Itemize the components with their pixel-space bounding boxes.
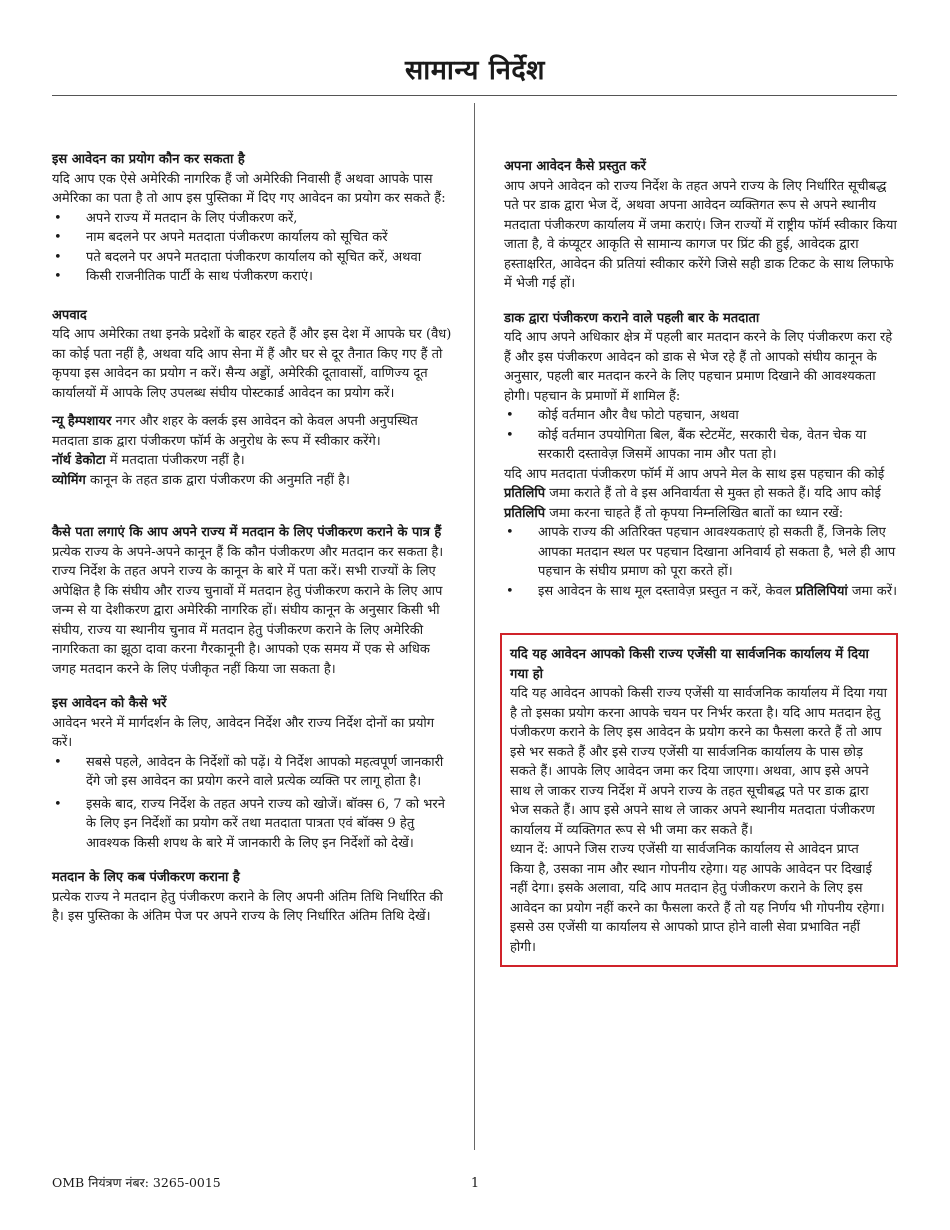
section-heading: अपवाद: [52, 307, 87, 323]
bullet-icon: •: [506, 427, 514, 443]
note-text: में मतदाता पंजीकरण नहीं है।: [105, 453, 245, 468]
section-text: यदि यह आवेदन आपको किसी राज्य एजेंसी या सार्वजनिक कार्यालय में दिया गया है तो इसका प्रयोग करना आपके चयन पर निर्भर करता है। यदि आप मतदान हेतु पंजीकरण कराने के लिए इस आवेदन के प्रयोग करने का फैसला करते हैं तो आप इसे भर सकते हैं और इसे राज्य एजेंसी या सार्वजनिक कार्यालय के पास छोड़ सकते हैं। आपके लिए आवेदन जमा कर दिया जाएगा। अथवा, आप इसे अपने साथ ले जाकर राज्य निर्देश में अपने राज्य के तहत सूचीबद्ध पते पर डाक द्वारा भेज सकते हैं। आप इसे अपने साथ ले जाकर अपने स्थानीय मतदाता पंजीकरण कार्यालय में व्यक्तिगत रूप से भी जमा कर सकते हैं।: [510, 686, 887, 838]
list-item: [52, 209, 452, 229]
wyoming-note: [52, 471, 452, 491]
bullet-icon: •: [506, 408, 514, 423]
list-item: [504, 406, 898, 426]
section-exceptions: [52, 306, 452, 491]
bullet-list: [504, 523, 898, 601]
new-hampshire-note: [52, 412, 452, 451]
list-item: [52, 228, 452, 248]
emphasis-text: प्रतिलिपि: [504, 486, 546, 501]
list-item-text: किसी राजनीतिक पार्टी के साथ पंजीकरण कराएं।: [86, 269, 313, 284]
bullet-icon: •: [54, 249, 62, 265]
emphasis-text: प्रतिलिपि: [504, 505, 546, 521]
omb-control-number: OMB नियंत्रण नंबर: 3265-0015: [52, 1175, 221, 1190]
section-text: प्रत्येक राज्य ने मतदान हेतु पंजीकरण कराने के लिए अपनी अंतिम तिथि निर्धारित की है। इस पुस्तिका के अंतिम पेज पर अपने राज्य के लिए निर्धारित अंतिम तिथि देखें।: [52, 889, 443, 924]
list-item-text: सबसे पहले, आवेदन के निर्देशों को पढ़ें। ये निर्देश आपको महत्वपूर्ण जानकारी देंगे जो इस आवेदन का प्रयोग करने वाले प्रत्येक व्यक्ति पर लागू होता है।: [86, 754, 444, 789]
bullet-list: [504, 406, 898, 465]
list-item-text: इसके बाद, राज्य निर्देश के तहत अपने राज्य को खोजें। बॉक्स 6, 7 को भरने के लिए इन निर्देशों का प्रयोग करें तथा मतदाता पात्रता एवं बॉक्स 9 हेतु आवश्यक किसी शपथ के बारे में जानकारी के लिए इन निर्देशों को देखें।: [86, 796, 445, 851]
list-item-text: कोई वर्तमान और वैध फोटो पहचान, अथवा: [538, 408, 739, 423]
section-heading: मतदान के लिए कब पंजीकरण कराना है: [52, 870, 240, 885]
section-text: यदि आप एक ऐसे अमेरिकी नागरिक हैं जो अमेरिकी निवासी हैं अथवा आपके पास अमेरिका का पता है तो आप इस पुस्तिका में दिए गए आवेदन का प्रयोग कर सकते हैं:: [52, 171, 446, 206]
emphasis-text: प्रतिलिपियां: [795, 583, 848, 599]
list-item-text: अपने राज्य में मतदान के लिए पंजीकरण करें,: [86, 210, 298, 226]
bullet-list: [52, 753, 452, 854]
list-item: [52, 267, 452, 287]
state-agency-notice-box: [500, 633, 898, 967]
state-name: न्यू हैम्पशायर: [52, 414, 112, 429]
title-divider: [52, 95, 897, 96]
section-who-can-use: [52, 150, 452, 287]
section-heading: डाक द्वारा पंजीकरण कराने वाले पहली बार के मतदाता: [504, 310, 760, 326]
section-text: प्रत्येक राज्य के अपने-अपने कानून हैं कि कौन पंजीकरण और मतदान कर सकता है। राज्य निर्देश के तहत अपने राज्य के कानून के बारे में पता करें। सभी राज्यों के लिए अपेक्षित है कि संघीय और राज्य चुनावों में मतदान हेतु पंजीकरण कराने के लिए आप जन्म से या देशीकरण द्वारा अमेरिकी नागरिक हों। संघीय कानून के अनुसार किसी भी संघीय, राज्य या स्थानीय चुनाव में मतदान हेतु पंजीकरण कराने के लिए अमेरिकी नागरिकता का झूठा दावा करना गैरकानूनी है। आपको एक समय में एक से अधिक जगह मतदान करने के लिए पंजीकृत नहीं किया जा सकता है।: [52, 544, 444, 677]
state-name: व्योमिंग: [52, 472, 86, 488]
list-item-text: इस आवेदन के साथ मूल दस्तावेज़ प्रस्तुत न करें, केवल: [538, 583, 796, 599]
section-when-to-register: [52, 868, 452, 927]
note-text: जमा करना चाहते हैं तो कृपया निम्नलिखित बातों का ध्यान रखें:: [545, 505, 844, 521]
section-text: आवेदन भरने में मार्गदर्शन के लिए, आवेदन निर्देश और राज्य निर्देश दोनों का प्रयोग करें।: [52, 715, 435, 750]
section-how-to-fill: [52, 694, 452, 853]
note-text: नगर और शहर के क्लर्क इस आवेदन को केवल अपनी अनुपस्थित मतदाता डाक द्वारा पंजीकरण फॉर्म के अनुरोध के रूप में स्वीकार करेंगे।: [52, 414, 418, 449]
state-name: नॉर्थ डेकोटा: [52, 453, 106, 468]
left-column: [52, 150, 452, 927]
section-heading: यदि यह आवेदन आपको किसी राज्य एजेंसी या सार्वजनिक कार्यालय में दिया गया हो: [510, 647, 869, 682]
list-item: [52, 248, 452, 268]
section-heading: अपना आवेदन कैसे प्रस्तुत करें: [504, 159, 646, 174]
copy-note: [504, 465, 898, 524]
column-divider: [474, 103, 475, 1150]
right-column: [504, 157, 898, 967]
bullet-icon: •: [54, 230, 62, 245]
bullet-icon: •: [54, 210, 62, 226]
list-item-text: नाम बदलने पर अपने मतदाता पंजीकरण कार्यालय को सूचित करें: [86, 230, 388, 245]
list-item-text: आपके राज्य की अतिरिक्त पहचान आवश्यकताएं हो सकती हैं, जिनके लिए आपका मतदान स्थल पर पहचान दिखाना अनिवार्य हो सकता है, भले ही आप पहचान के संघीय प्रमाण को पूरा करते हों।: [538, 525, 896, 579]
note-text: जमा कराते हैं तो वे इस अनिवार्यता से मुक्त हो सकते हैं। यदि आप कोई: [545, 486, 881, 501]
section-heading: इस आवेदन को कैसे भरें: [52, 696, 167, 711]
section-first-time-voters: [504, 309, 898, 602]
section-text: यदि आप अमेरिका तथा इनके प्रदेशों के बाहर रहते हैं और इस देश में आपके घर (वैध) का कोई पता नहीं है, अथवा यदि आप सेना में हैं और घर से दूर तैनात किए गए हैं तो कृपया इस आवेदन का प्रयोग न करें। सैन्य अड्डों, अमेरिकी दूतावासों, वाणिज्य दूत कार्यालयों में आपके लिए उपलब्ध संघीय पोस्टकार्ड आवेदन का प्रयोग करें।: [52, 327, 452, 401]
list-item-text: कोई वर्तमान उपयोगिता बिल, बैंक स्टेटमेंट, सरकारी चेक, वेतन चेक या सरकारी दस्तावेज़ जिसमें आपका नाम और पता हो।: [538, 427, 867, 462]
section-eligibility: [52, 523, 452, 679]
page-number: 1: [470, 1176, 480, 1191]
bullet-icon: •: [506, 583, 514, 599]
section-submit: [504, 157, 898, 294]
list-item-text: पते बदलने पर अपने मतदाता पंजीकरण कार्यालय को सूचित करें, अथवा: [86, 249, 422, 265]
list-item: [52, 753, 452, 792]
section-text: आप अपने आवेदन को राज्य निर्देश के तहत अपने राज्य के लिए निर्धारित सूचीबद्ध पते पर डाक द्वारा भेज दें, अथवा अपना आवेदन व्यक्तिगत रूप से अपने स्थानीय मतदाता पंजीकरण कार्यालय में जमा कराएं। जिन राज्यों में राष्ट्रीय फॉर्म स्वीकार किया जाता है, वे कंप्यूटर आकृति से सामान्य कागज पर प्रिंट की हुई, आवेदक द्वारा हस्ताक्षरित, आवेदन की प्रतियां स्वीकार करेंगे जिसे सही डाक टिकट के साथ लिफाफे में भेजी गई हों।: [504, 178, 897, 291]
page-title: सामान्य निर्देश: [404, 55, 546, 86]
north-dakota-note: [52, 451, 452, 471]
section-heading: कैसे पता लगाएं कि आप अपने राज्य में मतदान के लिए पंजीकरण कराने के पात्र हैं: [52, 525, 442, 540]
section-heading: इस आवेदन का प्रयोग कौन कर सकता है: [52, 152, 245, 167]
bullet-icon: •: [54, 754, 62, 770]
list-item: [52, 795, 452, 854]
note-text: यदि आप मतदाता पंजीकरण फॉर्म में आप अपने मेल के साथ इस पहचान की कोई: [504, 466, 885, 482]
bullet-icon: •: [506, 525, 514, 540]
bullet-icon: •: [54, 269, 62, 284]
list-item: [504, 426, 898, 465]
note-text: कानून के तहत डाक द्वारा पंजीकरण की अनुमति नहीं है।: [85, 472, 350, 488]
list-item: [504, 582, 898, 602]
section-text: यदि आप अपने अधिकार क्षेत्र में पहली बार मतदान करने के लिए पंजीकरण करा रहे हैं और इस पंजीकरण आवेदन को डाक से भेज रहे हैं तो आपको संघीय कानून के अनुसार, पहली बार मतदान करने के लिए पहचान प्रमाण दिखाने की आवश्यकता होगी। पहचान के प्रमाणों में शामिल हैं:: [504, 330, 893, 404]
bullet-list: [52, 209, 452, 287]
list-item-text: जमा करें।: [847, 583, 898, 599]
bullet-icon: •: [54, 796, 62, 812]
confidentiality-note: ध्यान दें: आपने जिस राज्य एजेंसी या सार्वजनिक कार्यालय से आवेदन प्राप्त किया है, उसका नाम और स्थान गोपनीय रहेगा। यह आपके आवेदन पर दिखाई नहीं देगा। इसके अलावा, यदि आप मतदान हेतु पंजीकरण कराने के लिए इस आवेदन का प्रयोग नहीं करने का फैसला करते हैं तो यह निर्णय भी गोपनीय रहेगा। इससे उस एजेंसी या कार्यालय से आपको प्राप्त होने वाली सेवा प्रभावित नहीं होगी।: [510, 842, 885, 955]
list-item: [504, 523, 898, 582]
